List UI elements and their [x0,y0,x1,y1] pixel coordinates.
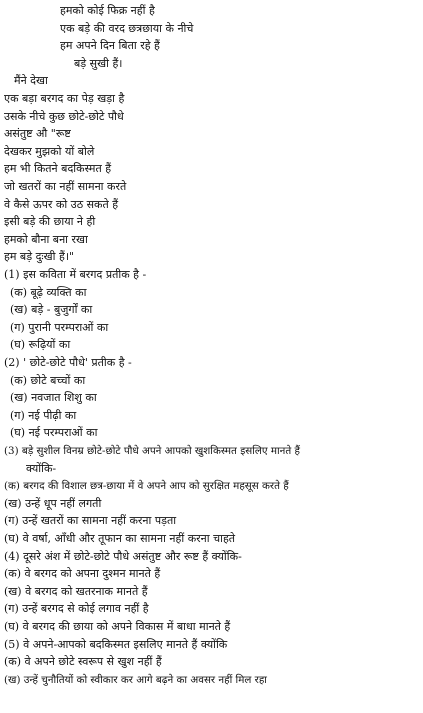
question-3-stem-continuation: क्योंकि- [26,461,57,475]
question-2-option: (क) छोटे बच्चों का [10,373,86,387]
poem-line: असंतुष्ट औ "रूष्ट [4,127,71,141]
question-5-option: (क) वे अपने छोटे स्वरूप से खुश नहीं हैं [4,655,162,669]
question-2-option: (ग) नई पीढ़ी का [10,408,77,422]
question-4-option: (ख) वे बरगद को खतरनाक मानते हैं [4,584,148,598]
question-3-option: (ख) उन्हें धूप नहीं लगती [4,496,102,510]
question-4-option: (क) वे बरगद को अपना दुश्मन मानते हैं [4,567,161,581]
poem-line: मैंने देखा [14,74,48,88]
question-1-option: (क) बूढ़े व्यक्ति का [10,285,87,299]
poem-line: एक बड़े की वरद छत्रछाया के नीचे [60,21,194,35]
poem-line: हमको बौना बना रखा [4,232,88,246]
question-1-stem: (1) इस कविता में बरगद प्रतीक है - [4,268,147,281]
question-1-option: (घ) रूढ़ियों का [10,338,71,352]
poem-line: देखकर मुझको यों बोले [4,144,95,158]
poem-line: जो खतरों का नहीं सामना करते [4,180,127,193]
poem-line: एक बड़ा बरगद का पेड़ खड़ा है [4,92,125,105]
poem-line: हम बड़े दुःखी हैं।" [4,250,75,264]
poem-line: इसी बड़े की छाया ने ही [4,215,96,229]
question-3-stem: (3) बड़े सुशील विनम्र छोटे-छोटे पौधे अपने आपको खुशकिस्मत इसलिए मानते हैं [4,445,300,457]
question-3-option: (ग) उन्हें खतरों का सामना नहीं करना पड़ता [4,514,177,528]
question-2-stem: (2) ' छोटे-छोटे पौधे' प्रतीक है - [4,356,132,369]
question-4-option: (घ) वे बरगद की छाया को अपने विकास में बाधा मानते हैं [4,620,231,633]
poem-line: हमको कोई फिक्र नहीं है [60,4,155,17]
poem-line: हम भी कितने बदकिस्मत हैं [4,162,112,176]
question-4-stem: (4) दूसरे अंश में छोटे-छोटे पौधे असंतुष्ट और रूष्ट हैं क्योंकि- [4,549,242,563]
question-2-option: (घ) नई परम्पराओं का [10,426,98,440]
question-2-option: (ख) नवजात शिशु का [10,391,97,405]
question-5-stem: (5) वे अपने-आपको बदकिस्मत इसलिए मानते हैं क्योंकि [4,637,228,651]
poem-line: उसके नीचे कुछ छोटे-छोटे पौधे [4,109,124,123]
question-1-option: (ग) पुरानी परम्पराओं का [10,320,109,334]
question-3-option: (क) बरगद की विशाल छत्र-छाया में वे अपने आप को सुरक्षित महसूस करते हैं [4,480,289,493]
poem-line: बड़े सुखी हैं। [74,56,123,70]
poem-line: हम अपने दिन बिता रहे हैं [60,39,160,53]
question-1-option: (ख) बड़े - बुजुर्गों का [10,303,93,317]
question-4-option: (ग) उन्हें बरगद से कोई लगाव नहीं है [4,602,149,616]
question-5-option: (ख) उन्हें चुनौतियों को स्वीकार कर आगे बढ़ने का अवसर नहीं मिल रहा [4,673,267,686]
poem-line: वे कैसे ऊपर को उठ सकते हैं [4,197,119,211]
question-3-option: (घ) वे वर्षा, आँधी और तूफान का सामना नहीं करना चाहते [4,532,236,545]
